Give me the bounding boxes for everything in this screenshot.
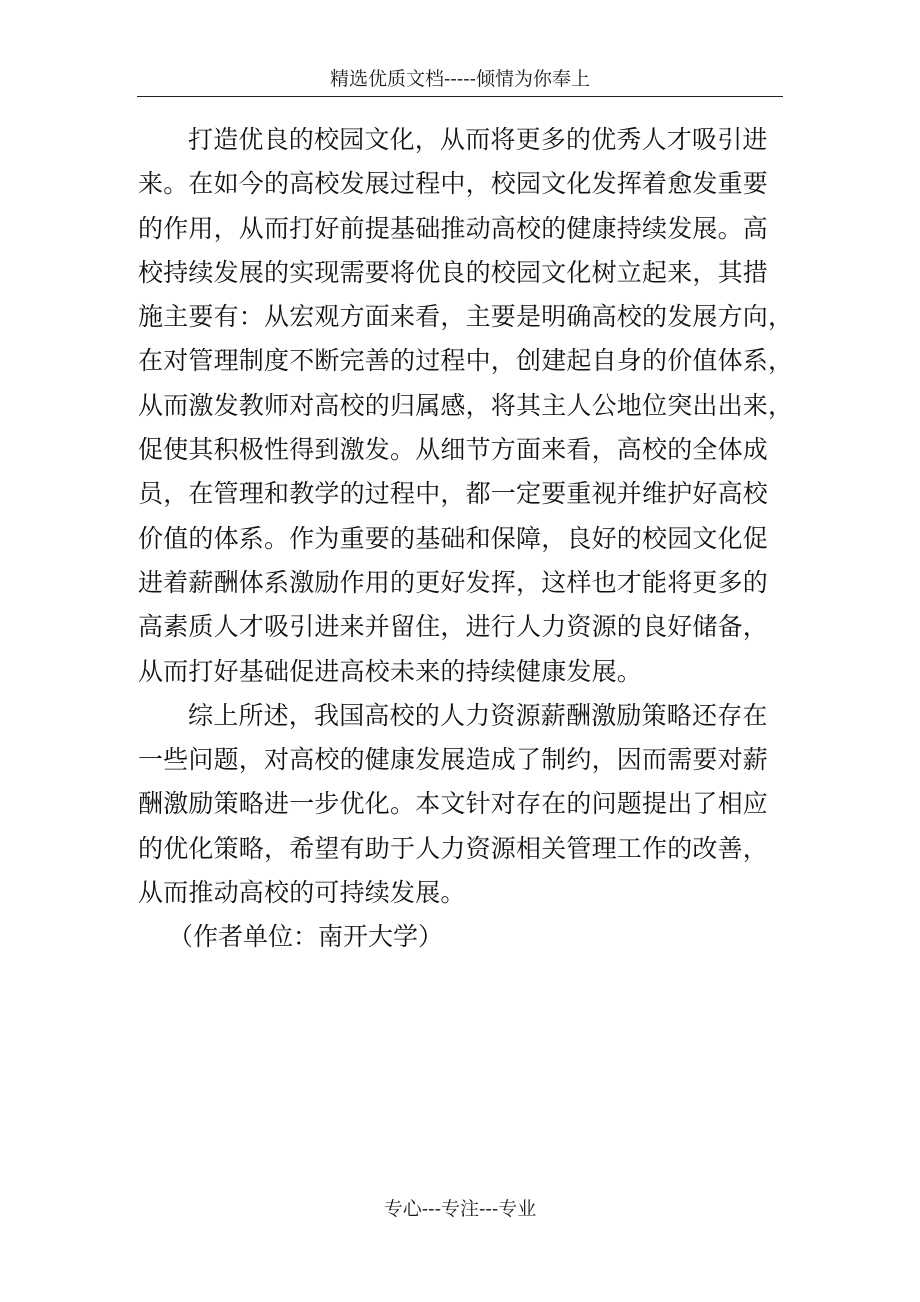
paragraph-1-line-1: 打造优良的校园文化，从而将更多的优秀人才吸引进 bbox=[188, 125, 768, 154]
paragraph-1-line-8: 促使其积极性得到激发。从细节方面来看，高校的全体成 bbox=[138, 435, 769, 465]
paragraph-1-line-13: 从而打好基础促进高校未来的持续健康发展。 bbox=[138, 656, 643, 686]
page-header: 精选优质文档-----倾情为你奉上 bbox=[137, 66, 783, 97]
paragraph-1-line-2: 来。在如今的高校发展过程中，校园文化发挥着愈发重要 bbox=[138, 169, 769, 199]
paragraph-1-line-11: 进着薪酬体系激励作用的更好发挥，这样也才能将更多的 bbox=[138, 567, 769, 597]
paragraph-2-line-5: 从而推动高校的可持续发展。 bbox=[138, 878, 466, 908]
paragraph-1-line-6: 在对管理制度不断完善的过程中，创建起自身的价值体系， bbox=[138, 346, 794, 376]
paragraph-1-line-4: 校持续发展的实现需要将优良的校园文化树立起来，其措 bbox=[138, 257, 769, 287]
page-footer: 专心---专注---专业 bbox=[383, 1198, 537, 1220]
paragraph-2-line-4: 的优化策略，希望有助于人力资源相关管理工作的改善， bbox=[138, 833, 769, 863]
document-body bbox=[138, 118, 794, 960]
paragraph-2-line-1: 综上所述，我国高校的人力资源薪酬激励策略还存在 bbox=[188, 700, 768, 730]
paragraph-1-line-12: 高素质人才吸引进来并留住，进行人力资源的良好储备， bbox=[138, 612, 769, 642]
paragraph-1-line-9: 员，在管理和教学的过程中，都一定要重视并维护好高校 bbox=[138, 479, 769, 509]
author-affiliation: （作者单位：南开大学） bbox=[168, 922, 444, 952]
paragraph-1-line-7: 从而激发教师对高校的归属感，将其主人公地位突出出来， bbox=[138, 390, 794, 420]
paragraph-1-line-5: 施主要有：从宏观方面来看，主要是明确高校的发展方向， bbox=[138, 302, 794, 332]
paragraph-1-line-3: 的作用，从而打好前提基础推动高校的健康持续发展。高 bbox=[138, 213, 769, 243]
paragraph-1-line-10: 价值的体系。作为重要的基础和保障，良好的校园文化促 bbox=[138, 523, 769, 553]
paragraph-2-line-3: 酬激励策略进一步优化。本文针对存在的问题提出了相应 bbox=[138, 789, 769, 819]
paragraph-2-line-2: 一些问题，对高校的健康发展造成了制约，因而需要对薪 bbox=[138, 745, 769, 775]
